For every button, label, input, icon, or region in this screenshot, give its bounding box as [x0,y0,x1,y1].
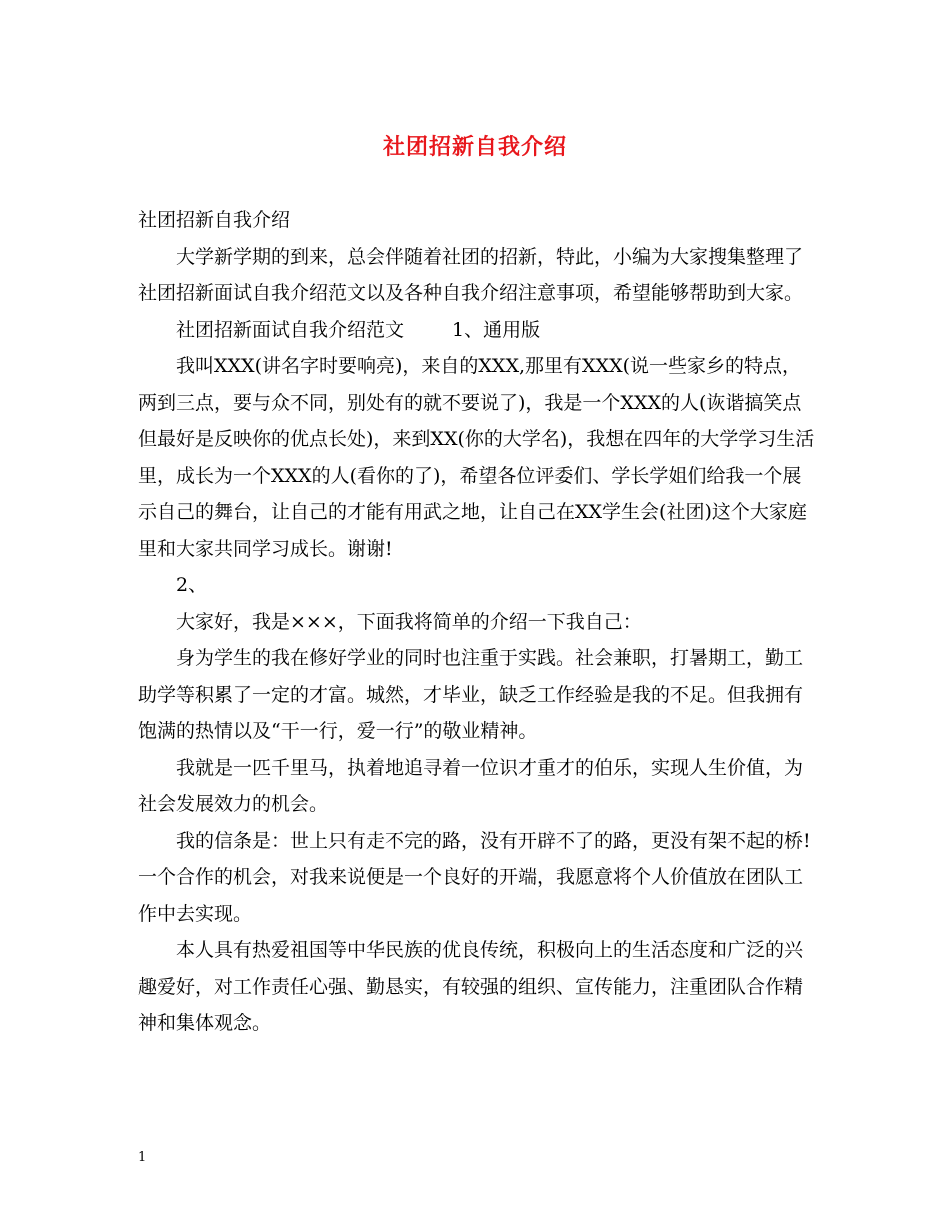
page-number: 1 [138,1150,147,1165]
intro-paragraph: 大学新学期的到来，总会伴随着社团的招新，特此，小编为大家搜集整理了社团招新面试自我介绍范文以及各种自我介绍注意事项，希望能够帮助到大家。 [138,245,804,304]
paragraph-3: 身为学生的我在修好学业的同时也注重于实践。社会兼职，打暑期工，勤工助学等积累了一定的才富。城然，才毕业，缺乏工作经验是我的不足。但我拥有饱满的热情以及“干一行，爱一行”的敬业精神。 [138,647,804,742]
section-line [138,312,818,349]
document-title: 社团招新自我介绍 [382,134,567,160]
paragraph-5: 我的信条是：世上只有走不完的路，没有开辟不了的路，更没有架不起的桥!一个合作的机会，对我来说便是一个良好的开端，我愿意将个人价值放在团队工作中去实现。 [138,829,811,925]
paragraph-4: 我就是一匹千里马，执着地追寻着一位识才重才的伯乐，实现人生价值，为社会发展效力的机会。 [138,756,804,815]
heading: 社团招新自我介绍 [138,209,291,231]
paragraph-6: 本人具有热爱祖国等中华民族的优良传统，积极向上的生活态度和广泛的兴趣爱好，对工作责任心强、勤恳实，有较强的组织、宣传能力，注重团队合作精神和集体观念。 [138,939,804,1034]
paragraph-1: 我叫XXX(讲名字时要响亮)，来自的XXX,那里有XXX(说一些家乡的特点，两到三点，要与众不同，别处有的就不要说了)，我是一个XXX的人(诙谐搞笑点但最好是反映你的优点长处)，来到XX(你的大学名)，我想在四年的大学学习生活里，成长为一个XXX的人(看你的了)，希望各位评委们、学长学姐们给我一个展示自己的舞台，让自己的才能有用武之地，让自己在XX学生会(社团)这个大家庭里和大家共同学习成长。谢谢! [138,355,815,560]
item-2: 2、 [176,574,208,596]
paragraph-2: 大家好，我是×××，下面我将简单的介绍一下我自己： [176,610,642,633]
section-title: 社团招新面试自我介绍范文 [176,318,405,341]
document-body [138,202,818,1042]
section-item: 1、通用版 [452,318,541,341]
